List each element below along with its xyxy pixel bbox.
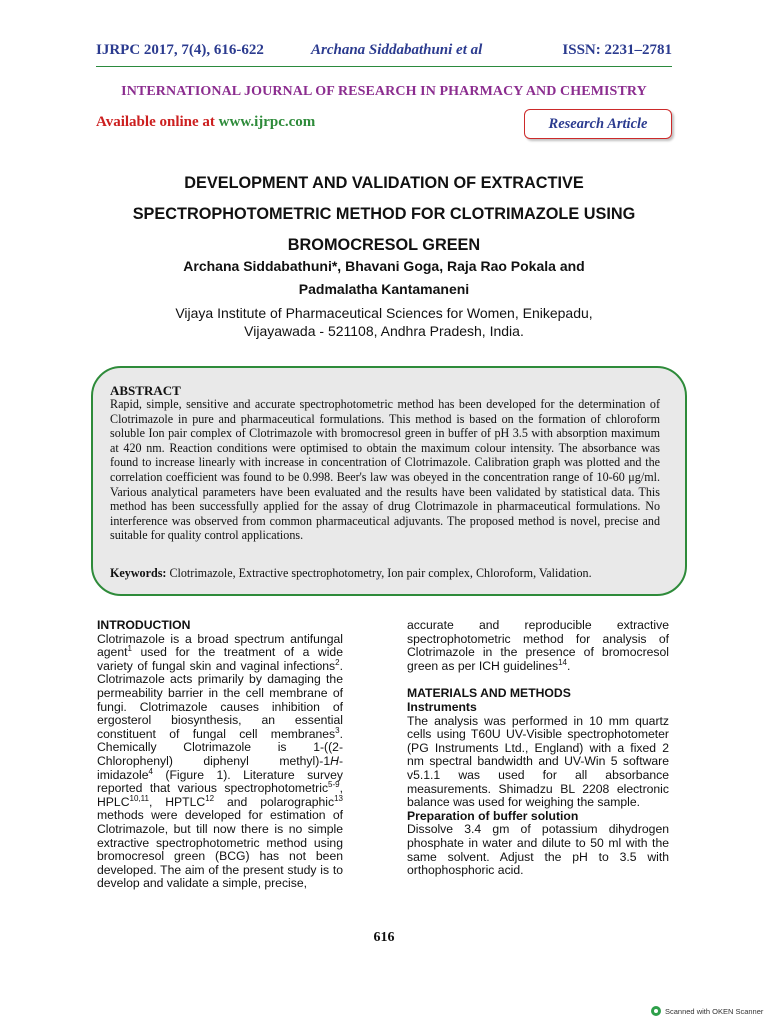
journal-url-link[interactable]: www.ijrpc.com [218,114,316,130]
right-column [407,619,669,878]
introduction-paragraph: Clotrimazole is a broad spectrum antifungal agent$^1$ used for the treatment of a wide variety of fungal skin and vaginal infections$^2$. Clotrimazole acts primarily by damaging the permeability barrier in the cell membrane of fungi. Clotrimazole causes inhibition of ergosterol biosynthesis, an essential constituent of fungal cell membranes$^3$. Chemically Clotrimazole is 1-((2-Chlorophenyl) diphenyl methyl)-1H-imidazole$^4$ (Figure 1). Literature survey reported that various spectrophotometric$^{5-9}$, HPLC$^{10,11}$, HPTLC$^{12}$ and polarographic$^{13}$ methods were developed for estimation of Clotrimazole, but till now there is no simple extractive spectrophotometric method using bromocresol green (BCG) has not been developed. The aim of the present study is to develop and validate a simple, precise, [97,631,343,891]
keywords-label: Keywords: [110,566,167,580]
paper-title [96,168,672,261]
instruments-subheading: Instruments [407,699,477,714]
left-column [97,619,343,891]
page-number: 616 [373,930,395,945]
authors-line-2: Padmalatha Kantamaneni [298,281,470,297]
buffer-paragraph: Dissolve 3.4 gm of potassium dihydrogen phosphate in water and dilute to 50 ml with the same solvent. Adjust the pH to 3.5 with orthophosphoric acid. [407,822,669,878]
abstract-text: Rapid, simple, sensitive and accurate spectrophotometric method has been developed for the determination of Clotrimazole in pure and pharmaceutical formulations. This method is based on the formation of chloroform soluble Ion pair complex of Clotrimazole with bromocresol green in buffer of pH 3.5 with absorption maximum at 420 nm. Reaction conditions were optimised to obtain the maximum colour intensity. The absorbance was found to increase linearly with increase in concentration of Clotrimazole. Calibration graph was plotted and the correlation coefficient was found to be 0.998. Beer's law was obeyed in the concentration range of 10-60 μg/ml. Various analytical parameters have been evaluated and the results have been validated by statistical data. This method has been successfully applied for the assay of drug Clotrimazole in pharmaceutical formulations. No interference was observed from common pharmaceutical adjuvants. The proposed method is novel, precise and suitable for quality control applications. [110,397,660,543]
available-prefix: Available online at [96,114,219,130]
affiliation-line-2: Vijayawada - 521108, Andhra Pradesh, India. [244,323,524,339]
issn: ISSN: 2231–2781 [562,42,672,58]
affiliation [96,304,672,340]
journal-name: INTERNATIONAL JOURNAL OF RESEARCH IN PHARMACY AND CHEMISTRY [121,84,647,99]
running-header [96,42,672,64]
materials-methods-heading: MATERIALS AND METHODS [407,686,571,701]
title-line-3: BROMOCRESOL GREEN [287,236,481,254]
scanner-logo-icon [651,1006,661,1016]
intro-continuation: accurate and reproducible extractive spectrophotometric method for analysis of Clotrimazole in the presence of bromocresol green as per ICH guidelines$^{14}$. [407,618,669,673]
keywords [110,566,670,581]
keywords-list: Clotrimazole, Extractive spectrophotometry, Ion pair complex, Chloroform, Validation. [166,566,592,580]
citation: IJRPC 2017, 7(4), 616-622 [96,42,264,58]
scanner-watermark [651,1006,763,1016]
buffer-subheading: Preparation of buffer solution [407,808,579,823]
author-list [96,255,672,301]
authors-line-1: Archana Siddabathuni*, Bhavani Goga, Raja Rao Pokala and [183,258,585,274]
article-type-label: Research Article [548,116,648,132]
header-divider [96,66,672,67]
title-line-2: SPECTROPHOTOMETRIC METHOD FOR CLOTRIMAZOLE USING [132,205,636,223]
introduction-heading: INTRODUCTION [97,618,191,632]
instruments-paragraph: The analysis was performed in 10 mm quartz cells using T60U UV-Visible spectrophotometer (PG Instruments Ltd., England) with a fixed 2 nm spectral bandwidth and UV-Win 5 software v5.1.1 was used for all absorbance measurements. Shimadzu BL 2208 electronic balance was used for weighing the sample. [407,713,669,810]
article-type-badge [524,109,672,139]
running-author: Archana Siddabathuni et al [311,42,483,58]
affiliation-line-1: Vijaya Institute of Pharmaceutical Sciences for Women, Enikepadu, [175,305,593,321]
title-line-1: DEVELOPMENT AND VALIDATION OF EXTRACTIVE [184,174,584,192]
abstract-heading: ABSTRACT [110,383,181,398]
availability-line [96,114,315,131]
scanner-text: Scanned with OKEN Scanner [665,1006,764,1016]
